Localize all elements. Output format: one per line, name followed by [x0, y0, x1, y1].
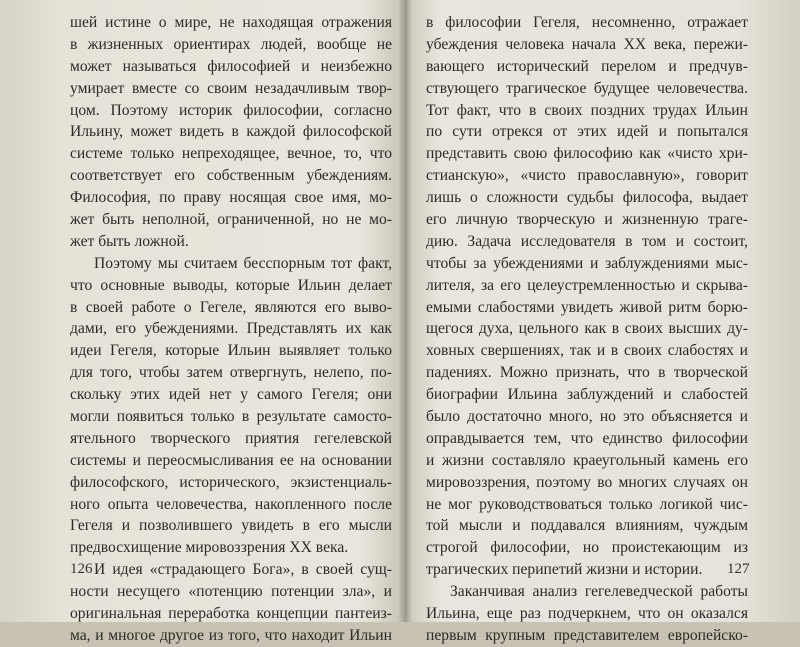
text-line: оправдывается тем, что единство философии — [426, 429, 748, 447]
text-line: не мог руководствоваться только логикой чис- — [426, 495, 748, 513]
text-line: биографии Ильина заблуждений и слабостей — [426, 386, 748, 404]
text-line: оригинальная переработка концепции пантеиз- — [70, 605, 392, 623]
text-line: емыми слабостями увидеть живой ритм борю- — [426, 298, 748, 316]
text-line: стианскую», «чисто православную», говорит — [426, 167, 748, 185]
text-line: Ильину, может видеть в каждой философской — [70, 123, 392, 141]
text-line: дию. Задача исследователя в том и состоит, — [426, 232, 748, 250]
text-line: падениях. Можно признать, что в творческой — [426, 364, 748, 382]
text-line: вающего исторический перелом и предчув- — [426, 57, 748, 75]
text-line: системы и переосмысливания ее на основании — [70, 451, 392, 469]
text-line: и жизни составляло краеугольный камень его — [426, 451, 748, 469]
text-line: ховных свершениях, так и в своих слабостях и — [426, 342, 748, 360]
text-line: лишь о сложности судьбы философа, выдает — [426, 189, 748, 207]
text-line: в своей работе о Гегеле, являются его выво- — [70, 298, 392, 316]
text-line: шей истине о мире, не находящая отражения — [70, 14, 392, 31]
text-line: соответствует его собственным убеждениям. — [70, 167, 392, 185]
text-line: в жизненных ориентирах людей, вообще не — [70, 35, 392, 53]
text-line: представить свою философию как «чисто хри- — [426, 145, 748, 163]
text-line: Тот факт, что в своих поздних трудах Ильин — [426, 101, 748, 119]
text-line: ности несущего «потенцию потенции зла», и — [70, 583, 392, 601]
text-line: системе только непреходящее, вечное, то, что — [70, 145, 392, 163]
text-line: ствующего трагическое будущее человечества. — [426, 79, 748, 97]
text-line: ма, и многое другое из того, что находит Ильин — [70, 626, 392, 644]
text-line: может называться философией и неизбежно — [70, 57, 392, 75]
text-line: ятельного творческого приятия гегелевской — [70, 429, 392, 447]
text-line: той мысли и поддавался влияниям, чуждым — [426, 517, 748, 535]
text-line: что основные выводы, которые Ильин делает — [70, 276, 392, 294]
text-line: жет быть неполной, ограниченной, но не мо- — [70, 211, 392, 229]
text-line: предвосхищение мировоззрения XX века. — [70, 539, 349, 557]
text-line: Поэтому мы считаем бесспорным тот факт, — [94, 254, 392, 272]
text-line: умирает вместе со своим незадачливым твор- — [70, 79, 392, 97]
text-line: Гегеля и позволившего увидеть в его мысли — [70, 517, 392, 535]
text-line: щегося духа, цельного как в своих высших ду- — [426, 320, 748, 338]
text-line: Философия, по праву носящая свое имя, мо- — [70, 189, 392, 207]
text-line: жет быть ложной. — [70, 232, 189, 250]
text-line: И идея «страдающего Бога», в своей сущ- — [94, 561, 392, 579]
text-line: Заканчивая анализ гегелеведческой работы — [450, 583, 748, 601]
text-line: мировоззрения, поэтому во многих случаях он — [426, 473, 748, 491]
text-line: строгой философии, но проистекающим из — [426, 539, 748, 557]
left-page-number: 126 — [70, 561, 93, 577]
right-page-number: 127 — [727, 561, 750, 577]
text-line: Ильина, еще раз подчеркнем, что он оказался — [426, 605, 748, 623]
text-line: лителя, за его целеустремленностью и скрыва- — [426, 276, 748, 294]
text-line: его личную творческую и жизненную траге- — [426, 211, 748, 229]
right-page-text — [426, 12, 748, 647]
text-line: было достаточно много, но это объясняется и — [426, 408, 748, 426]
text-line: убеждения человека начала XX века, пережи- — [426, 35, 748, 53]
text-line: чтобы за убеждениями и заблуждениями мыс- — [426, 254, 748, 272]
text-line: в философии Гегеля, несомненно, отражает — [426, 14, 748, 31]
text-line: по сути отрекся от этих идей и попытался — [426, 123, 748, 141]
text-line: философского, исторического, экзистенциаль- — [70, 473, 392, 491]
text-line: ного опыта человечества, накопленного после — [70, 495, 392, 513]
text-line: скольку этих идей нет у самого Гегеля; они — [70, 386, 392, 404]
text-line: могли появиться только в результате самосто- — [70, 408, 392, 426]
text-line: для того, чтобы затем отвергнуть, нелепо, по- — [70, 364, 392, 382]
text-line: первым крупным представителем европейско- — [426, 626, 748, 644]
text-line: идеи Гегеля, которые Ильин выявляет только — [70, 342, 392, 360]
text-line: дами, его убеждениями. Представлять их как — [70, 320, 392, 338]
book-gutter — [398, 0, 412, 622]
text-line: цом. Поэтому историк философии, согласно — [70, 101, 392, 119]
left-page-text — [70, 12, 392, 647]
text-line: трагических перипетий жизни и истории. — [426, 561, 703, 579]
